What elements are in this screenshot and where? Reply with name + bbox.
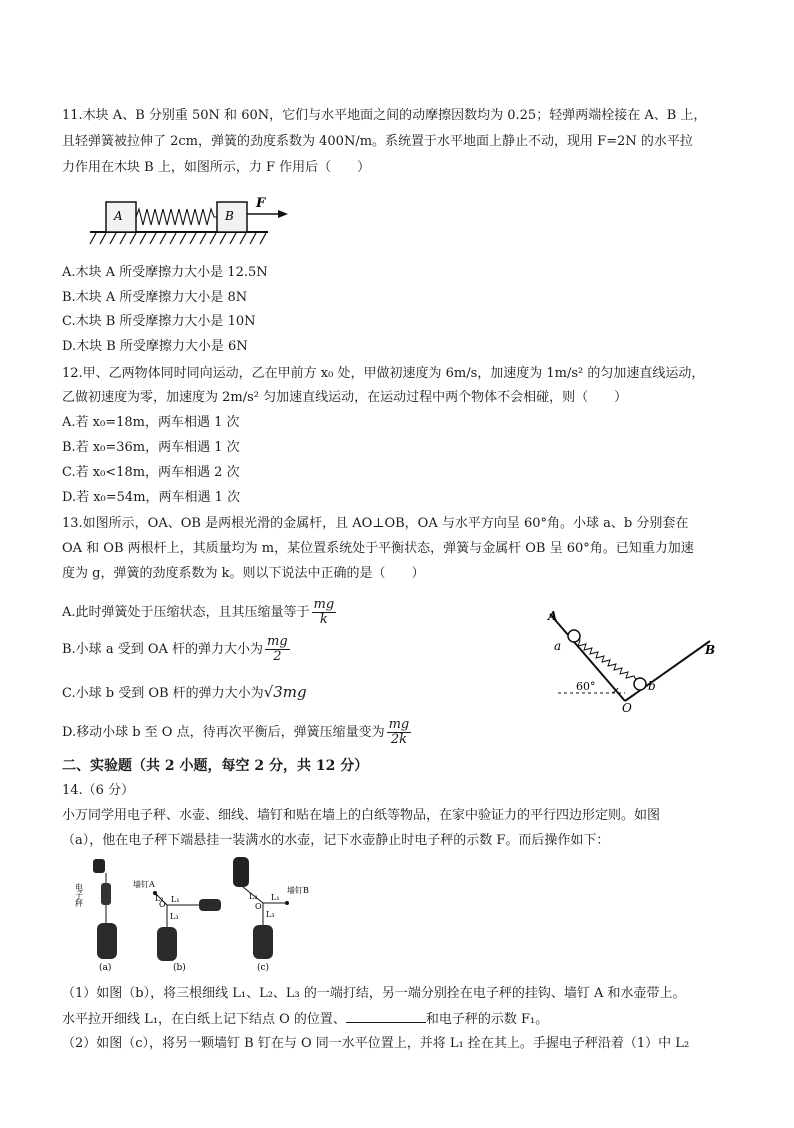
- q13-option-c-text: C.小球 b 受到 OB 杆的弹力大小为: [62, 686, 264, 701]
- block-a-label: A: [114, 209, 123, 223]
- line-l1-label-b: L₁: [171, 895, 180, 904]
- scale-label: 电子秤: [75, 883, 84, 907]
- q12-option-a: A.若 x₀=18m，两车相遇 1 次: [62, 415, 240, 430]
- line-l3-label-b: L₃: [170, 912, 179, 921]
- q13-option-a: [62, 598, 336, 628]
- q13-option-d-text: D.移动小球 b 至 O 点，待再次平衡后，弹簧压缩量变为: [62, 725, 385, 740]
- q12-option-d: D.若 x₀=54m，两车相遇 1 次: [62, 490, 241, 505]
- q13-stem-line2: OA 和 OB 两根杆上，其质量均为 m，某位置系统处于平衡状态，弹簧与金属杆 OB 呈 60°角。已知重力加速: [62, 541, 694, 556]
- origin-o-label: O: [622, 701, 632, 715]
- nail-a-label-b: 墙钉A: [133, 880, 155, 889]
- q14-step1-line2-part1: 水平拉开细线 L₁，在白纸上记下结点 O 的位置、: [62, 1012, 346, 1027]
- section2-heading: 二、实验题（共 2 小题，每空 2 分，共 12 分）: [62, 758, 369, 774]
- q14-intro-line1: 小万同学用电子秤、水壶、细线、墙钉和贴在墙上的白纸等物品，在家中验证力的平行四边形定则。如图: [62, 808, 661, 823]
- q12-option-b: B.若 x₀=36m，两车相遇 1 次: [62, 440, 240, 455]
- q11-option-d: D.木块 B 所受摩擦力大小是 6N: [62, 339, 248, 354]
- q14-step1-line2: [62, 1010, 548, 1029]
- q14-answer-blank[interactable]: [346, 1010, 426, 1023]
- q12-option-c: C.若 x₀<18m，两车相遇 2 次: [62, 465, 240, 480]
- force-f-label: F: [256, 196, 266, 211]
- q14-intro-line2: （a），他在电子秤下端悬挂一装满水的水壶，记下水壶静止时电子秤的示数 F。而后操作如下：: [62, 833, 610, 848]
- q13-stem-line3: 度为 g，弹簧的劲度系数为 k。则以下说法中正确的是（ ）: [62, 566, 425, 581]
- fig-caption-a: (a): [99, 963, 112, 973]
- q13-option-a-text: A.此时弹簧处于压缩状态，且其压缩量等于: [62, 605, 310, 620]
- q11-option-b: B.木块 A 所受摩擦力大小是 8N: [62, 290, 248, 305]
- nail-b-label: 墙钉B: [287, 886, 309, 895]
- q14-step1-line2-part2: 和电子秤的示数 F₁。: [425, 1012, 549, 1027]
- q13-option-d-fraction: $\frac{mg}{2k}$: [388, 717, 410, 747]
- q11-stem-line3: 力作用在木块 B 上，如图所示，力 F 作用后（ ）: [62, 160, 371, 175]
- rod-b-label: B: [705, 643, 716, 657]
- fig-caption-b: (b): [173, 963, 186, 973]
- q13-rods-spring-figure: [540, 606, 730, 716]
- q11-stem-line1: 11.木块 A、B 分别重 50N 和 60N，它们与水平地面之间的动摩擦因数均为 0.25；轻弹两端栓接在 A、B 上，: [62, 108, 707, 123]
- q13-option-c: [62, 683, 307, 703]
- q14-step2-line1: （2）如图（c），将另一颗墙钉 B 钉在与 O 同一水平位置上，并将 L₁ 拴在其上。手握电子秤沿着（1）中 L₂: [62, 1036, 690, 1051]
- ball-a-label: a: [554, 639, 562, 653]
- q13-option-b-fraction: $\frac{mg}{2}$: [267, 634, 288, 664]
- knot-o-label-c: O: [255, 902, 262, 911]
- q14-step1-line1: （1）如图（b），将三根细线 L₁、L₂、L₃ 的一端打结，另一端分别拴在电子秤的挂钩、墙钉 A 和水壶带上。: [62, 986, 686, 1001]
- q14-experiment-figure: [75, 853, 335, 973]
- angle-label: 60°: [576, 680, 596, 693]
- rod-a-label: A: [548, 609, 558, 623]
- line-l2-label-c: L₂: [249, 892, 258, 901]
- q11-blocks-spring-figure: [88, 186, 293, 248]
- q13-stem-line1: 13.如图所示，OA、OB 是两根光滑的金属杆，且 AO⊥OB，OA 与水平方向呈 60°角。小球 a、b 分别套在: [62, 516, 689, 531]
- line-l3-label-c: L₃: [266, 910, 275, 919]
- fig-caption-c: (c): [257, 963, 270, 973]
- q11-option-c: C.木块 B 所受摩擦力大小是 10N: [62, 314, 256, 329]
- line-l1-label-c: L₁: [271, 893, 280, 902]
- q11-option-a: A.木块 A 所受摩擦力大小是 12.5N: [62, 265, 268, 280]
- q13-option-b-text: B.小球 a 受到 OA 杆的弹力大小为: [62, 642, 264, 657]
- q13-option-c-value: √3mg: [263, 683, 307, 701]
- ball-b-label: b: [648, 679, 656, 693]
- q13-option-a-fraction: $\frac{mg}{k}$: [313, 597, 335, 627]
- q11-stem-line2: 且轻弹簧被拉伸了 2cm，弹簧的劲度系数为 400N/m。系统置于水平地面上静止不动，现用 F=2N 的水平拉: [62, 134, 693, 149]
- line-l2-label-b: L₂: [155, 894, 164, 903]
- q12-stem-line2: 乙做初速度为零，加速度为 2m/s² 匀加速直线运动，在运动过程中两个物体不会相碰，则（ ）: [62, 390, 628, 405]
- q13-option-b: [62, 635, 290, 665]
- block-b-label: B: [225, 209, 234, 223]
- q12-stem-line1: 12.甲、乙两物体同时同向运动，乙在甲前方 x₀ 处，甲做初速度为 6m/s，加速度为 1m/s² 的匀加速直线运动，: [62, 366, 705, 381]
- q13-option-d: [62, 718, 411, 748]
- q14-number: 14.（6 分）: [62, 783, 135, 798]
- knot-o-label-b: O: [159, 900, 166, 909]
